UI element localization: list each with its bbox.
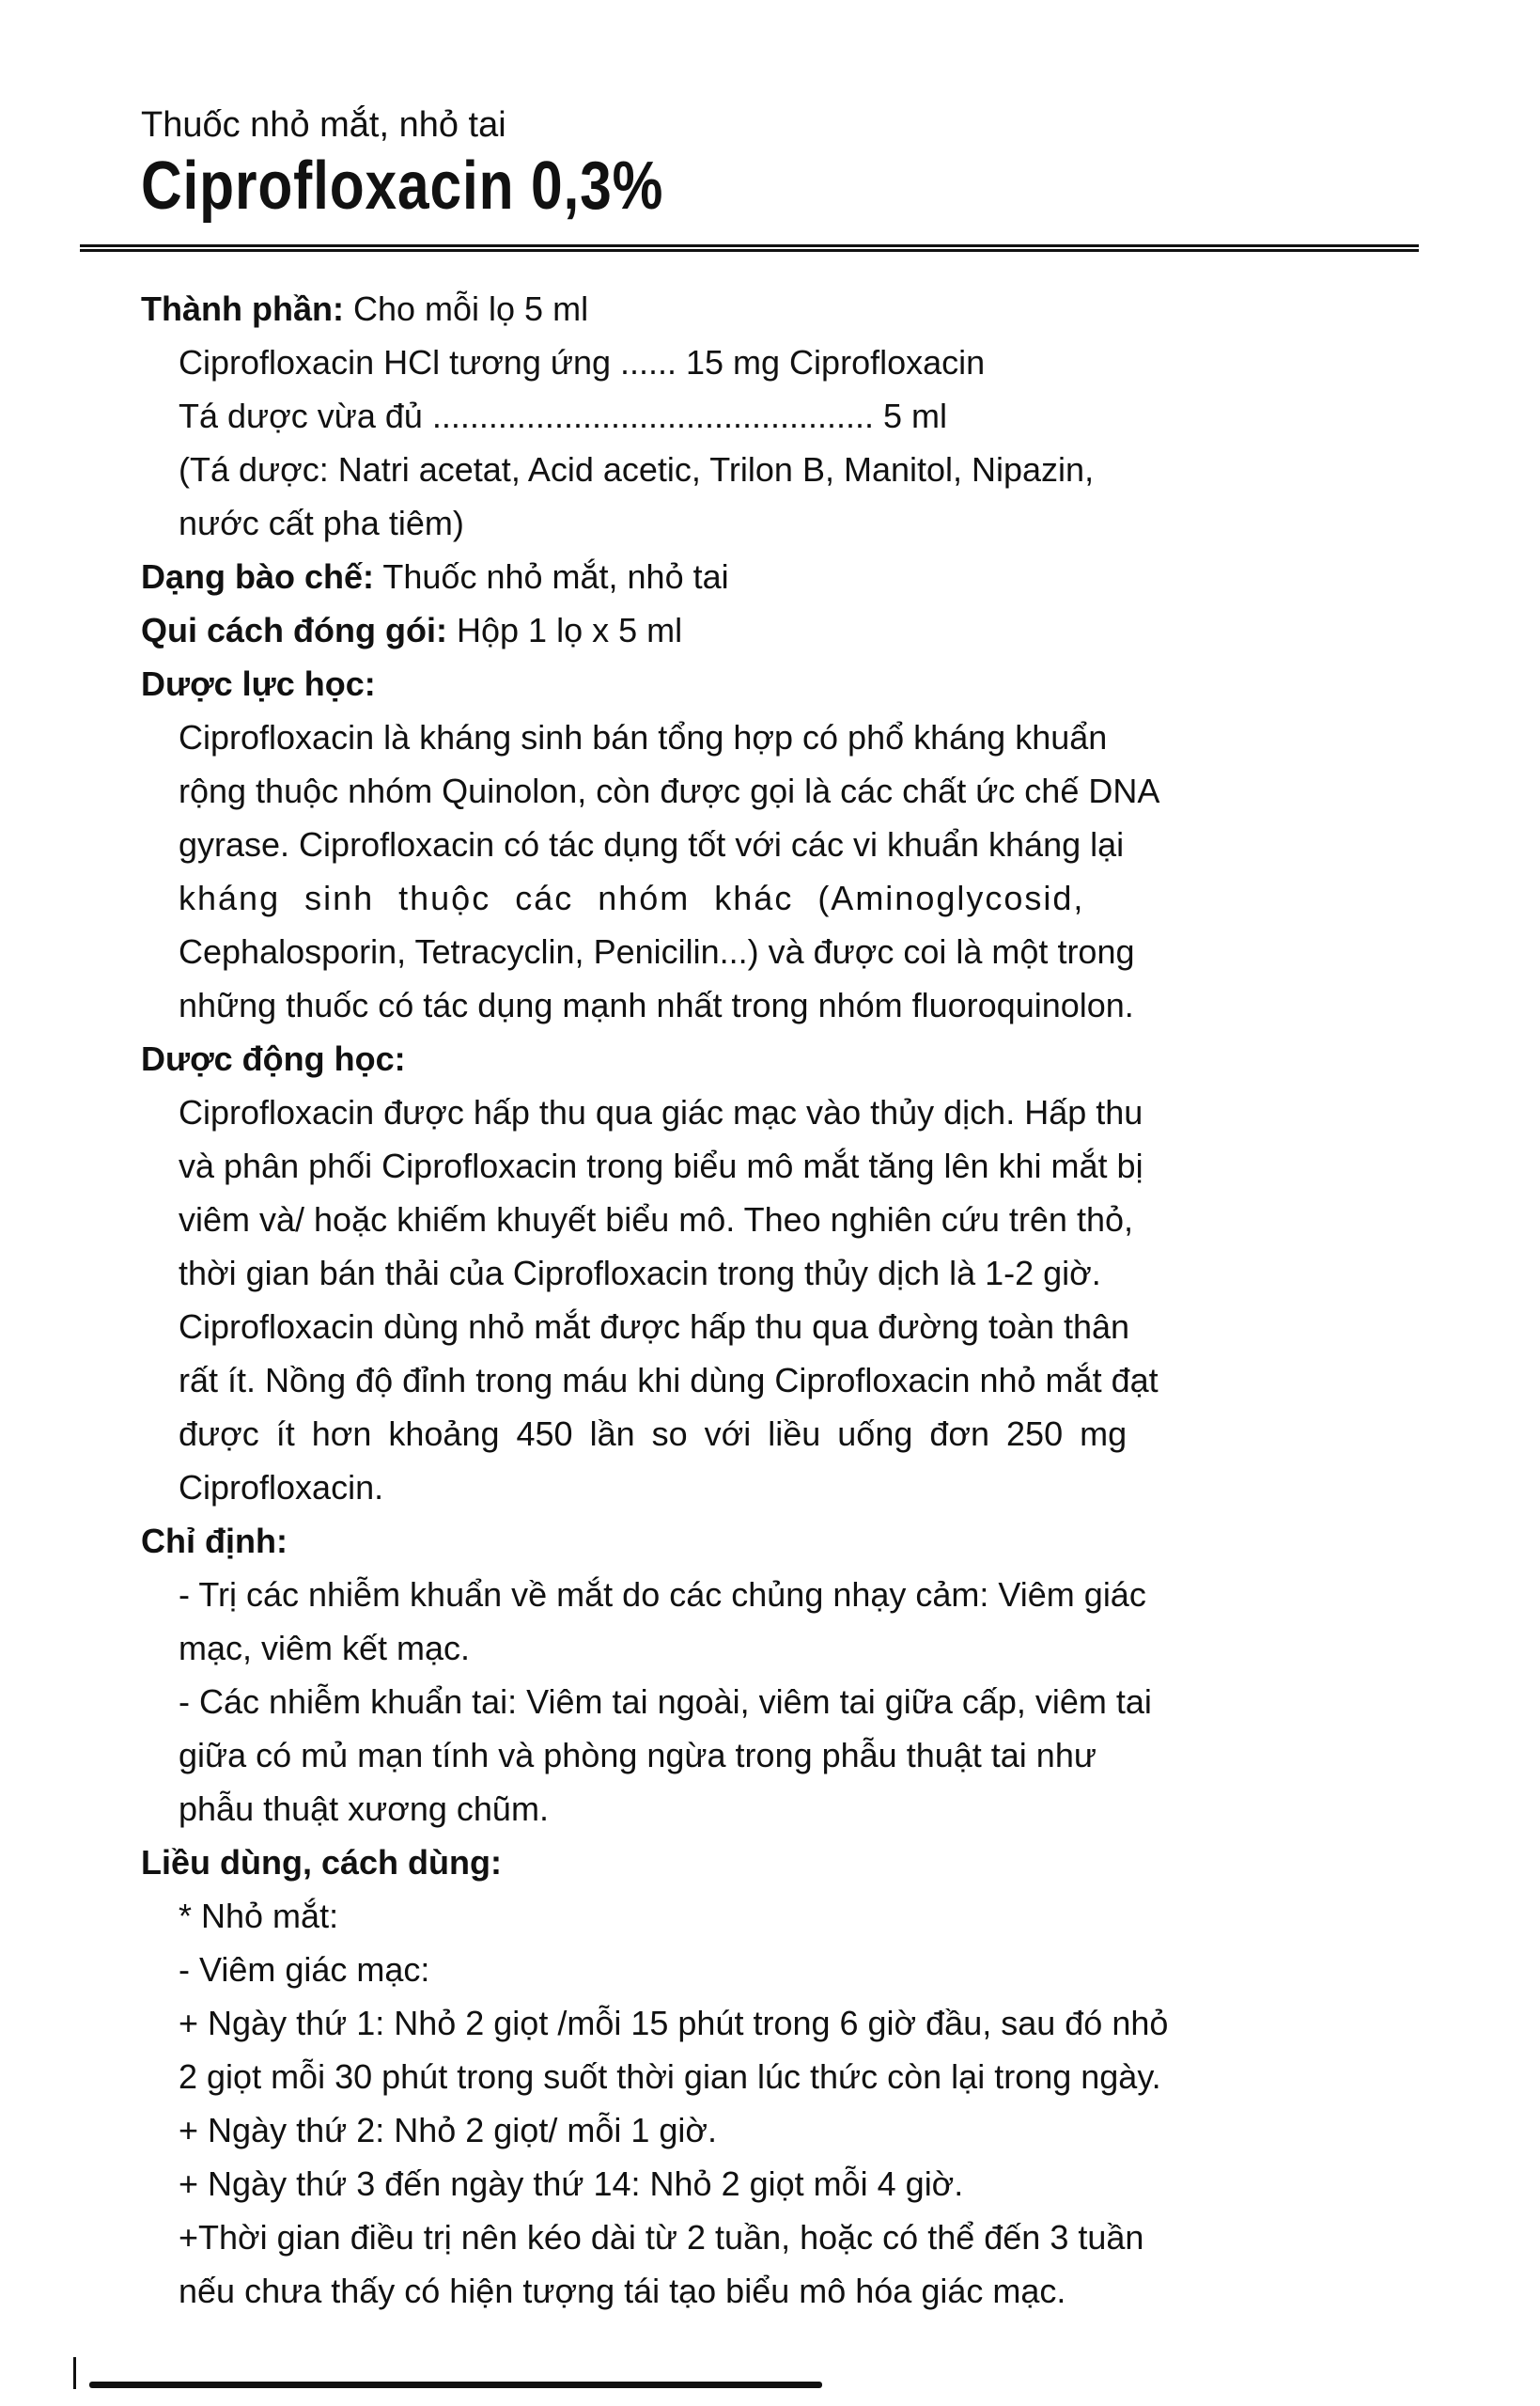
indications-section	[141, 1514, 1362, 1836]
paragraph-line: rất ít. Nồng độ đỉnh trong máu khi dùng Ciprofloxacin nhỏ mắt đạt	[179, 1361, 1159, 1399]
paragraph-line: Ciprofloxacin là kháng sinh bán tổng hợp có phổ kháng khuẩn	[179, 718, 1108, 757]
paragraph-line: + Ngày thứ 3 đến ngày thứ 14: Nhỏ 2 giọt mỗi 4 giờ.	[179, 2164, 964, 2203]
paragraph-line: - Viêm giác mạc:	[179, 1950, 430, 1989]
paragraph-line: Ciprofloxacin.	[179, 1468, 384, 1507]
pharmacodynamics-label: Dược lực học:	[141, 664, 376, 703]
paragraph-line: giữa có mủ mạn tính và phòng ngừa trong phẫu thuật tai như	[179, 1736, 1097, 1774]
composition-line: Tá dược vừa đủ ............................................... 5 ml	[179, 397, 948, 435]
paragraph-line: thời gian bán thải của Ciprofloxacin trong thủy dịch là 1-2 giờ.	[179, 1254, 1101, 1292]
paragraph-line: + Ngày thứ 1: Nhỏ 2 giọt /mỗi 15 phút trong 6 giờ đầu, sau đó nhỏ	[179, 2004, 1169, 2042]
paragraph-line: Ciprofloxacin được hấp thu qua giác mạc vào thủy dịch. Hấp thu	[179, 1093, 1143, 1132]
dosage-section	[141, 1836, 1362, 2318]
paragraph-line: - Trị các nhiễm khuẩn về mắt do các chủng nhạy cảm: Viêm giác	[179, 1575, 1146, 1614]
composition-section	[141, 282, 1362, 550]
dosage-form-text: Thuốc nhỏ mắt, nhỏ tai	[382, 557, 729, 596]
packaging-section	[141, 603, 1362, 657]
paragraph-line: được ít hơn khoảng 450 lần so với liều uống đơn 250 mg	[179, 1414, 1128, 1453]
dosage-label: Liều dùng, cách dùng:	[141, 1843, 502, 1882]
paragraph-line: rộng thuộc nhóm Quinolon, còn được gọi là các chất ức chế DNA	[179, 772, 1160, 810]
composition-line: Ciprofloxacin HCl tương ứng ...... 15 mg Ciprofloxacin	[179, 343, 986, 382]
paragraph-line: những thuốc có tác dụng mạnh nhất trong nhóm fluoroquinolon.	[179, 986, 1134, 1024]
paragraph-line: phẫu thuật xương chũm.	[179, 1789, 549, 1828]
pharmacodynamics-section	[141, 657, 1362, 1032]
pharmacokinetics-label: Dược động học:	[141, 1039, 406, 1078]
composition-label: Thành phần:	[141, 289, 344, 328]
leaflet-body	[141, 282, 1362, 2318]
paragraph-line: nếu chưa thấy có hiện tượng tái tạo biểu mô hóa giác mạc.	[179, 2272, 1066, 2310]
product-title: Ciprofloxacin 0,3%	[141, 148, 664, 224]
composition-line: nước cất pha tiêm)	[179, 504, 464, 542]
crop-mark	[73, 2357, 76, 2389]
paragraph-line: Cephalosporin, Tetracyclin, Penicilin...) và được coi là một trong	[179, 932, 1135, 971]
pharmacokinetics-section	[141, 1032, 1362, 1514]
paragraph-line: Ciprofloxacin dùng nhỏ mắt được hấp thu qua đường toàn thân	[179, 1307, 1130, 1346]
paragraph-line: + Ngày thứ 2: Nhỏ 2 giọt/ mỗi 1 giờ.	[179, 2111, 717, 2149]
composition-line: (Tá dược: Natri acetat, Acid acetic, Trilon B, Manitol, Nipazin,	[179, 450, 1095, 489]
product-subtitle: Thuốc nhỏ mắt, nhỏ tai	[141, 105, 506, 145]
dosage-form-label: Dạng bào chế:	[141, 557, 375, 596]
paragraph-line: viêm và/ hoặc khiếm khuyết biểu mô. Theo nghiên cứu trên thỏ,	[179, 1200, 1133, 1239]
leaflet-header	[141, 103, 1438, 226]
paragraph-line: và phân phối Ciprofloxacin trong biểu mô mắt tăng lên khi mắt bị	[179, 1147, 1143, 1185]
dosage-form-section	[141, 550, 1362, 603]
packaging-label: Qui cách đóng gói:	[141, 611, 447, 649]
packaging-text: Hộp 1 lọ x 5 ml	[457, 611, 683, 649]
paragraph-line: +Thời gian điều trị nên kéo dài từ 2 tuần, hoặc có thể đến 3 tuần	[179, 2218, 1144, 2257]
paragraph-line: mạc, viêm kết mạc.	[179, 1629, 471, 1667]
paragraph-line: gyrase. Ciprofloxacin có tác dụng tốt với các vi khuẩn kháng lại	[179, 825, 1125, 864]
paragraph-line: - Các nhiễm khuẩn tai: Viêm tai ngoài, viêm tai giữa cấp, viêm tai	[179, 1682, 1152, 1721]
composition-text: Cho mỗi lọ 5 ml	[352, 289, 589, 328]
header-divider	[80, 244, 1419, 252]
paragraph-line: 2 giọt mỗi 30 phút trong suốt thời gian lúc thức còn lại trong ngày.	[179, 2057, 1161, 2096]
indications-label: Chỉ định:	[141, 1522, 288, 1560]
paragraph-line: * Nhỏ mắt:	[179, 1897, 339, 1935]
paragraph-line: kháng sinh thuộc các nhóm khác (Aminoglycosid,	[179, 879, 1085, 917]
bottom-divider	[89, 2382, 822, 2388]
